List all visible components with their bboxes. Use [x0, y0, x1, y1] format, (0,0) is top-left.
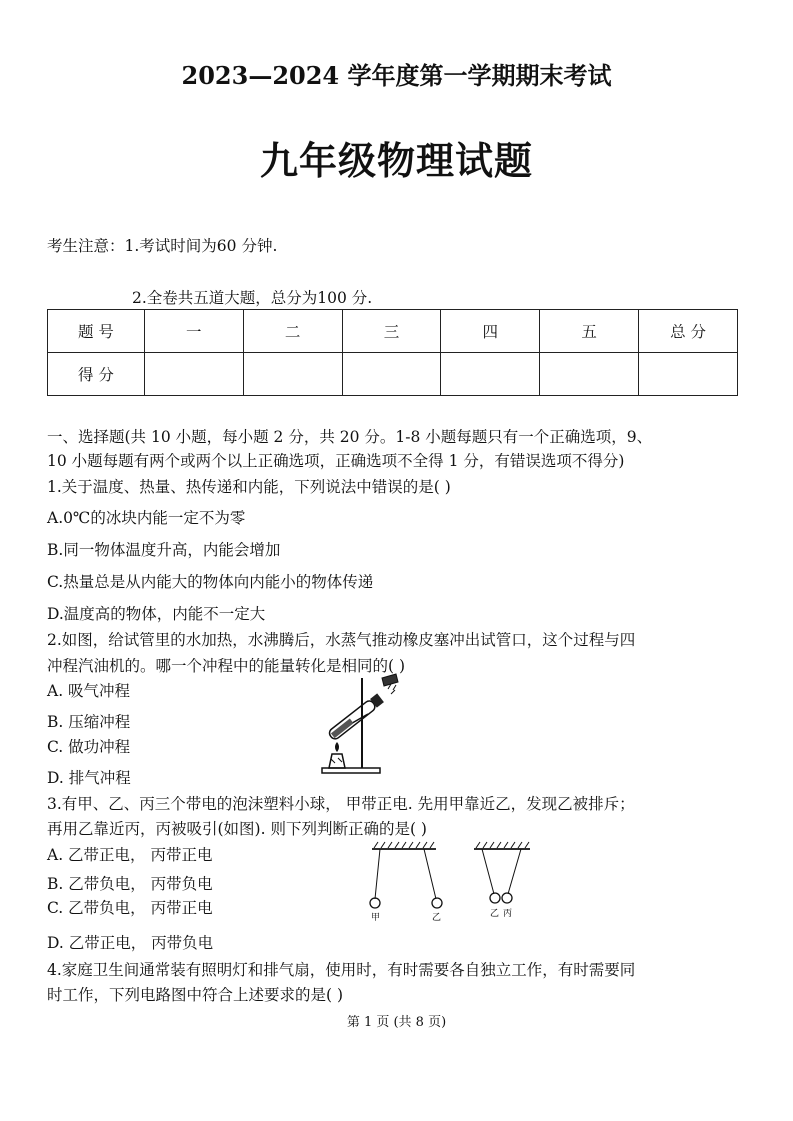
- exam-title: 2023—2024 学年度第一学期期末考试: [181, 61, 612, 90]
- q3-stem-line-2: 再用乙靠近丙，丙被吸引(如图). 则下列判断正确的是( ): [47, 820, 427, 838]
- q3-option-d: D. 乙带正电， 丙带负电: [47, 934, 214, 952]
- page-footer: 第 1 页 (共 8 页): [346, 1015, 447, 1030]
- score-input-cell[interactable]: [144, 353, 243, 396]
- score-table: [47, 309, 738, 396]
- section1-heading-line-2: 10 小题每题有两个或两个以上正确选项，正确选项不全得 1 分，有错误选项不得分): [47, 452, 625, 470]
- q4-stem-line-2: 时工作，下列电路图中符合上述要求的是( ): [47, 986, 344, 1004]
- charged-balls-figure: [364, 840, 534, 922]
- q3-option-b: B. 乙带负电， 丙带负电: [47, 875, 213, 893]
- table-cell: 得 分: [48, 353, 145, 396]
- q4-stem-line-1: 4.家庭卫生间通常装有照明灯和排气扇，使用时，有时需要各自独立工作，有时需要同: [47, 961, 636, 979]
- notice-line-1: 考生注意：1.考试时间为60 分钟.: [47, 237, 278, 255]
- ball-label: 丙: [503, 909, 513, 919]
- exam-subtitle: 九年级物理试题: [259, 138, 533, 183]
- table-cell: 三: [342, 310, 441, 353]
- ball-label: 乙: [432, 913, 442, 922]
- q2-option-c: C. 做功冲程: [47, 738, 131, 756]
- table-cell: 五: [540, 310, 639, 353]
- score-input-cell[interactable]: [342, 353, 441, 396]
- notice-line-2: 2.全卷共五道大题，总分为100 分.: [132, 289, 373, 307]
- table-cell: 总 分: [639, 310, 738, 353]
- score-input-cell[interactable]: [639, 353, 738, 396]
- q2-stem-line-2: 冲程汽油机的。哪一个冲程中的能量转化是相同的( ): [47, 657, 406, 675]
- score-input-cell[interactable]: [540, 353, 639, 396]
- test-tube-heating-figure: [318, 672, 400, 776]
- q1-stem: 1.关于温度、热量、热传递和内能，下列说法中错误的是( ): [47, 478, 451, 496]
- q1-option-a: A.0℃的冰块内能一定不为零: [47, 509, 246, 527]
- q1-option-c: C.热量总是从内能大的物体向内能小的物体传递: [47, 573, 374, 591]
- ball-label: 乙: [490, 909, 500, 919]
- table-cell: 一: [144, 310, 243, 353]
- score-table-score-row: [48, 353, 738, 396]
- q3-option-a: A. 乙带正电， 丙带正电: [47, 846, 213, 864]
- q1-option-b: B.同一物体温度升高，内能会增加: [47, 541, 281, 559]
- section1-heading-line-1: 一、选择题(共 10 小题，每小题 2 分，共 20 分。1-8 小题每题只有一个正确选项，9、: [47, 428, 653, 446]
- q3-stem-line-1: 3.有甲、乙、丙三个带电的泡沫塑料小球， 甲带正电. 先用甲靠近乙，发现乙被排斥；: [47, 795, 635, 813]
- table-cell: 四: [441, 310, 540, 353]
- ball-label: 甲: [371, 913, 381, 922]
- q2-option-a: A. 吸气冲程: [47, 682, 131, 700]
- table-cell: 题 号: [48, 310, 145, 353]
- q1-option-d: D.温度高的物体，内能不一定大: [47, 605, 266, 623]
- q2-stem-line-1: 2.如图，给试管里的水加热，水沸腾后，水蒸气推动橡皮塞冲出试管口，这个过程与四: [47, 631, 636, 649]
- score-input-cell[interactable]: [243, 353, 342, 396]
- table-cell: 二: [243, 310, 342, 353]
- score-table-header-row: [48, 310, 738, 353]
- score-input-cell[interactable]: [441, 353, 540, 396]
- q2-option-b: B. 压缩冲程: [47, 713, 131, 731]
- q2-option-d: D. 排气冲程: [47, 769, 131, 787]
- q3-option-c: C. 乙带负电， 丙带正电: [47, 899, 213, 917]
